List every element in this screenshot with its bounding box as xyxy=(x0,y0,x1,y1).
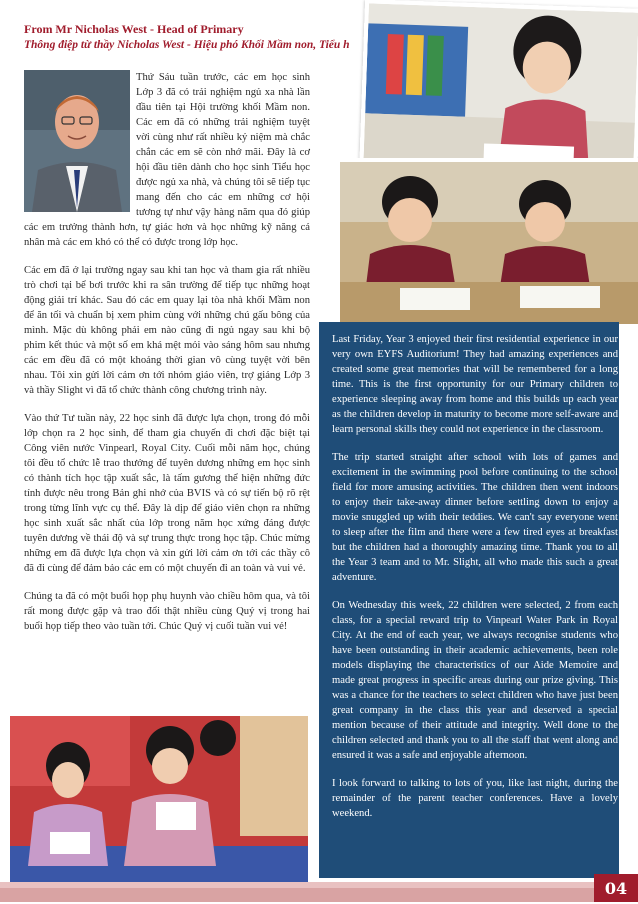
header-title-vn: Thông điệp từ thầy Nicholas West - Hiệu phó Khối Mầm non, Tiểu h xyxy=(24,39,350,51)
page-number: 04 xyxy=(594,874,638,902)
header-title-en: From Mr Nicholas West - Head of Primary xyxy=(24,22,244,36)
en-paragraph-1: Last Friday, Year 3 enjoyed their first residential experience in our very own EYFS Auditorium! They had amazing experiences and created some great memories that will be remembered for a long time. This is the first opportunity for our Primary children to experience sleeping away from home and this builds up each year as the children develop in maturity to become more self-aware and learn personal skills they could not experience in the classroom. xyxy=(332,334,618,435)
en-paragraph-3: On Wednesday this week, 22 children were selected, 2 from each class, for a special reward trip to Vinpearl Water Park in Royal City. At the end of each year, we always recognise students who have been outstanding in their academic achievements, been role models displaying the characteristics of our Aide Memoire and made great progress in specific areas during our prize giving. This was a chance for the teachers to select children who have just been great company in the class this year and deserved a special mention because of their attitude and integrity. Well done to the children selected and thank you to all the staff that went along and ensured it was a safe and enjoyable afternoon. xyxy=(332,600,618,761)
en-paragraph-4: I look forward to talking to lots of you, like last night, during the remainder of the parent teacher conferences. Have a lovely weekend. xyxy=(332,778,618,819)
vn-paragraph-2: Các em đã ở lại trường ngay sau khi tan học và tham gia rất nhiều trò chơi tại bể bơi trước khi ra sân trường để tiếp tục những hoạt động giải trí khác. Sau đó các em quay lại tòa nhà khối Mầm non để ăn tối và chuẩn bị xem phim cùng với những chú gấu bông của mình. Mặc dù không phải em nào cũng đi ngủ ngay sau khi bộ phim kết thúc và một số em khá mệt mỏi vào sáng hôm sau nhưng các em đều đã có một khoảng thời gian vô cùng tuyệt vời bên nhau. Tôi xin gửi lời cảm ơn tới nhóm giáo viên, trợ giảng Lớp 3 và thầy Slight vì đã tổ chức thành công chương trình này. xyxy=(24,265,310,396)
footer-band xyxy=(0,882,638,902)
photo-girls-reading xyxy=(6,712,312,890)
english-column xyxy=(332,332,618,834)
footer-strip xyxy=(0,882,638,888)
vn-paragraph-3: Vào thứ Tư tuần này, 22 học sinh đã được lựa chọn, trong đó mỗi lớp chọn ra 2 học sinh, để tham gia chuyến đi chơi đặc biệt tại Công viên nước Vinpearl, Royal City. Cuối mỗi năm học, chúng tôi đều tổ chức lễ trao thưởng để tuyên dương những em học sinh có thành tích học tập xuất sắc, là tấm gương thể hiện những đức tính được nêu trong Bản ghi nhớ của BVIS và có sự tiến bộ rõ rệt trong từng lĩnh vực cụ thể. Đây là dịp để giáo viên chọn ra những học sinh xuất sắc nhất của lớp trong năm học xứng đáng được tuyên dương về thái độ và sự trung thực trong học tập. Chúc mừng những em đã được lựa chọn và xin gửi lời cảm ơn tới các thầy cô đã đi cùng để đảm bảo các em có một chuyến đi an toàn và vui vẻ. xyxy=(24,413,310,574)
photo-girl-writing xyxy=(359,0,638,181)
photo-boys-writing xyxy=(336,158,638,328)
vn-paragraph-1: Thứ Sáu tuần trước, các em học sinh Lớp 3 đã có trải nghiệm ngủ xa nhà lần đầu tiên tại Hội trường khối Mầm non. Các em đã có những trải nghiệm tuyệt vời cùng như rất nhiều kỷ niệm mà chắc chắn các em sẽ còn nhớ mãi. Đây là cơ hội đầu tiên dành cho học sinh Tiểu học được ngủ xa nhà, và chúng tôi sẽ tiếp tục mang đến cho các em những cơ hội tương tự như vậy hàng năm qua đó giúp các em trưởng thành hơn, tự giác hơn và học những kỹ năng cá nhân mà các em khó có thể có được trong lớp học. xyxy=(24,72,310,248)
vietnamese-column xyxy=(24,70,310,647)
en-paragraph-2: The trip started straight after school with lots of games and excitement in the swimming pool before continuing to the school field for more amusing activities. The children then went indoors to enjoy their take-away dinner before settling down to enjoy a movie snuggled up with their teddies. We can't say everyone went to sleep after the film and there were a few tired eyes at breakfast but the children had a thoroughly amazing time. Thank you to all the Year 3 team and to Mr. Slight, all who made this such a great adventure. xyxy=(332,452,618,583)
vn-paragraph-4: Chúng ta đã có một buổi họp phụ huynh vào chiều hôm qua, và tôi rất mong được gặp và trao đổi thật nhiều cùng Quý vị trong hai buổi họp tiếp theo vào tuần tới. Chúc Quý vị cuối tuần vui vẻ! xyxy=(24,591,310,632)
page-header xyxy=(24,22,364,51)
